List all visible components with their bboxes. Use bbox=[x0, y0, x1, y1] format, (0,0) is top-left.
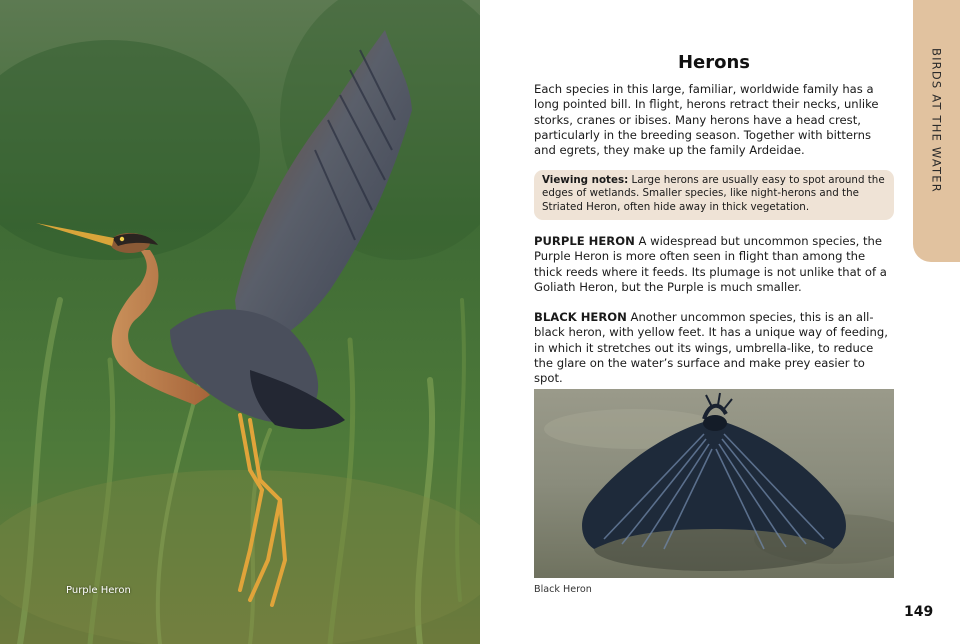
viewing-notes-box bbox=[534, 170, 894, 220]
species-name: PURPLE HERON bbox=[534, 234, 635, 248]
species-entry-black-heron bbox=[534, 310, 892, 386]
viewing-notes-label: Viewing notes: bbox=[542, 174, 629, 186]
species-entry-purple-heron bbox=[534, 234, 892, 295]
intro-paragraph: Each species in this large, familiar, worldwide family has a long pointed bill. In flight, herons retract their necks, unlike storks, cranes or ibises. Many herons have a head crest, particularly in the breeding season. Together with bitterns and egrets, they make up the family Ardeidae. bbox=[534, 82, 879, 158]
section-tab-label: BIRDS AT THE WATER bbox=[929, 48, 944, 193]
species-name: BLACK HERON bbox=[534, 310, 627, 324]
left-photo-caption: Purple Heron bbox=[66, 585, 131, 596]
species-description: Another uncommon species, this is an all-black heron, with yellow feet. It has a unique way of feeding, in which it stretches out its wings, umbrella-like, to reduce the glare on the water’s surface and make prey easier to spot. bbox=[534, 310, 888, 386]
black-heron-photo bbox=[534, 389, 894, 578]
species-description: A widespread but uncommon species, the Purple Heron is more often seen in flight than among the thick reeds where it feeds. Its plumage is not unlike that of a Goliath Heron, but the Purple is much smaller. bbox=[534, 234, 887, 294]
section-tab bbox=[913, 0, 960, 262]
viewing-notes-text: Large herons are usually easy to spot around the edges of wetlands. Smaller species, like night-herons and the Striated Heron, often hide away in thick vegetation. bbox=[542, 174, 885, 213]
page-title: Herons bbox=[677, 52, 751, 73]
right-page bbox=[480, 0, 960, 644]
page-number: 149 bbox=[904, 604, 934, 620]
right-photo-caption: Black Heron bbox=[534, 584, 592, 595]
